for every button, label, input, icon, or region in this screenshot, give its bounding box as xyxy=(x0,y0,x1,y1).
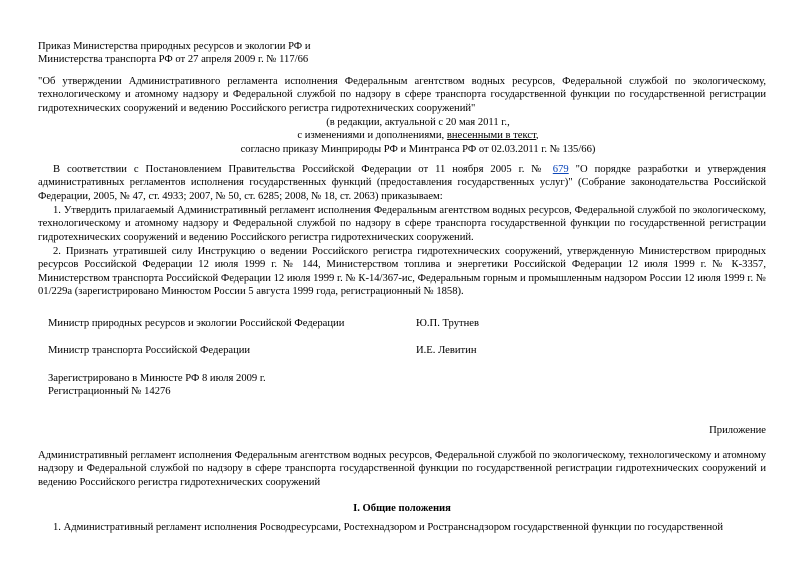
order-item-1: 1. Утвердить прилагаемый Административный регламент исполнения Федеральным агентством водных ресурсов, Федеральной службой по экологическому, технологическому и атомному надзору и Федеральной службой по надзору в сфере транспорта государственной функции по государственной регистрации гидротехнических сооружений и ведению Российского регистра гидротехнических сооружений. xyxy=(38,205,766,243)
edition-line-2 xyxy=(218,129,618,142)
registration-line-2: Регистрационный № 14276 xyxy=(48,386,171,398)
registration-note xyxy=(48,372,776,399)
edition-line-1: (в редакции, актуальной с 20 мая 2011 г., xyxy=(326,117,510,128)
preamble-text-before: В соответствии с Постановлением Правительства Российской Федерации от 11 ноября 2005 г. № xyxy=(53,164,553,175)
document-title: "Об утверждении Административного регламента исполнения Федеральным агентством водных ресурсов, Федеральной службой по экологическому, технологическому и атомному надзору и Федеральной службой по надзору в сфере транспорта государственной функции по государственной регистрации гидротехнических сооружений и ведению Российского регистра гидротехнических сооружений" xyxy=(38,76,766,114)
section-heading: I. Общие положения xyxy=(353,503,451,514)
header-line-2: Министерства транспорта РФ от 27 апреля 2009 г. № 117/66 xyxy=(38,54,309,66)
resolution-679-link[interactable]: 679 xyxy=(552,164,569,175)
signature-name: Ю.П. Трутнев xyxy=(416,318,480,329)
signature-row xyxy=(48,344,768,358)
appendix-title: Административный регламент исполнения Федеральным агентством водных ресурсов, Федеральной службой по экологическому, технологическому и атомному надзору и Федеральной службой по надзору в сфере транспорта государственной функции по государственной регистрации гидротехнических сооружений и ведению Российского регистра гидротехнических сооружений xyxy=(38,450,766,488)
amendments-link[interactable]: внесенными в текст xyxy=(446,130,536,142)
signature-position: Министр транспорта Российской Федерации xyxy=(48,345,251,356)
order-item-2: 2. Признать утратившей силу Инструкцию о ведении Российского регистра гидротехнических сооружений, утвержденную Министерством природных ресурсов Российской Федерации 12 июля 1999 г. № 144, Министерством топлива и энергетики Российской Федерации 12 июля 1999 г. № К-3357, Министерством транспорта Российской Федерации 12 июля 1999 г. № К-14/367-ис, Федеральным горным и промышленным надзором России 12 июля 1999 г. № 01/229а (зарегистрировано Минюстом России 5 августа 1999 года, регистрационный № 1858). xyxy=(38,246,766,298)
section-item-1: 1. Административный регламент исполнения Росводресурсами, Ростехнадзором и Ространснадзором государственной функции по государственной xyxy=(53,522,724,533)
edition-line-2-suffix: , xyxy=(535,130,539,142)
signature-row xyxy=(48,317,768,331)
preamble-paragraph xyxy=(38,163,766,203)
edition-note xyxy=(218,116,618,156)
edition-line-2-prefix: с изменениями и дополнениями, xyxy=(297,130,447,142)
appendix-label: Приложение xyxy=(709,425,766,436)
edition-line-3: согласно приказу Минприроды РФ и Минтранса РФ от 02.03.2011 г. № 135/66) xyxy=(240,143,596,155)
signature-position: Министр природных ресурсов и экологии Российской Федерации xyxy=(48,318,345,329)
header-line-1: Приказ Министерства природных ресурсов и экологии РФ и xyxy=(38,41,311,52)
document-header xyxy=(38,40,766,67)
preamble-text-after: "О порядке разработки и утверждения административных регламентов исполнения государственных функций (предоставления государственных услуг)" (Собрание законодательства Российской Федерации, 2005, № 47, ст. 4933; 2007, № 50, ст. 6285; 2008, № 18, ст. 2063) приказываем: xyxy=(38,164,766,202)
signature-name: И.Е. Левитин xyxy=(416,345,477,356)
registration-line-1: Зарегистрировано в Минюсте РФ 8 июля 2009 г. xyxy=(48,373,266,384)
